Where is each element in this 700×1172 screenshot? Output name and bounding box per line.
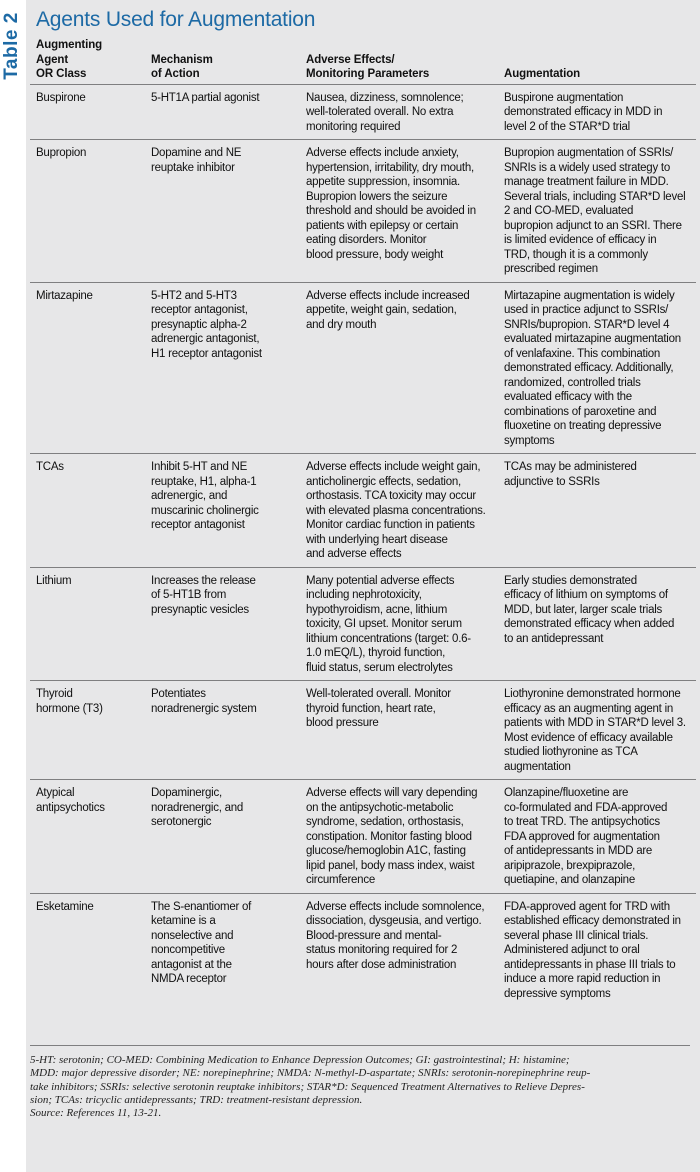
cell-augmentation (498, 84, 696, 140)
cell-adverse-effects (300, 681, 498, 780)
cell-line: presynaptic alpha-2 (151, 318, 247, 331)
cell-line: bupropion adjunct to an SSRI. There (504, 219, 682, 232)
cell-line: dissociation, dysgeusia, and vertigo. (306, 915, 482, 927)
cell-line: Adverse Effects/ (306, 53, 395, 66)
cell-line: of 5-HT1B from (151, 589, 227, 601)
cell-agent (30, 681, 145, 780)
cell-line: prescribed regimen (504, 263, 598, 275)
cell-line: Adverse effects include weight gain, (306, 461, 481, 473)
cell-line: Many potential adverse effects (306, 574, 455, 587)
cell-line: thyroid function, heart rate, (306, 702, 436, 715)
cell-line: orthostasis. TCA toxicity may occur (306, 490, 476, 502)
cell-line: presynaptic vesicles (151, 603, 249, 616)
cell-line: MDD, but later, larger scale trials (504, 603, 663, 616)
cell-line: monitoring required (306, 120, 401, 133)
cell-line: fluid status, serum electrolytes (306, 661, 453, 674)
table-row (30, 681, 696, 780)
cell-line: and adverse effects (306, 548, 402, 560)
cell-mechanism (145, 140, 300, 283)
cell-line: well-tolerated overall. No extra (306, 106, 454, 118)
cell-line: demonstrated efficacy when added (504, 618, 675, 630)
cell-line: Dopamine and NE (151, 147, 242, 159)
table-row (30, 893, 696, 1006)
cell-line: to an antidepressant (504, 632, 604, 645)
cell-line: efficacy of lithium on symptoms of (504, 589, 668, 601)
cell-line: Nausea, dizziness, somnolence; (306, 91, 464, 104)
cell-line: toxicity, GI upset. Monitor serum (306, 618, 462, 630)
cell-line: depressive symptoms (504, 987, 611, 1000)
cell-line: adjunctive to SSRIs (504, 475, 600, 488)
cell-line: on the antipsychotic-metabolic (306, 801, 454, 814)
cell-augmentation (498, 140, 696, 283)
cell-line: appetite suppression, insomnia. (306, 176, 460, 188)
cell-mechanism (145, 567, 300, 681)
cell-line: manage treatment failure in MDD. (504, 176, 669, 188)
cell-line: glucose/hemoglobin A1C, fasting (306, 845, 466, 857)
footnote-line: Source: References 11, 13-21. (30, 1107, 162, 1120)
cell-line: Buspirone (36, 91, 86, 104)
cell-line: demonstrated efficacy in MDD in (504, 106, 663, 118)
cell-line: of Action (151, 68, 200, 80)
cell-line: appetite, weight gain, sedation, (306, 304, 457, 316)
cell-line: symptoms (504, 434, 555, 447)
cell-line: Most evidence of efficacy available (504, 731, 673, 744)
cell-mechanism (145, 454, 300, 568)
cell-line: The S-enantiomer of (151, 900, 252, 913)
cell-line: Adverse effects include somnolence, (306, 900, 485, 913)
cell-line: with elevated plasma concentrations. (306, 504, 486, 517)
cell-augmentation (498, 893, 696, 1006)
cell-line: quetiapine, and olanzapine (504, 874, 635, 886)
cell-line: level 2 of the STAR*D trial (504, 120, 630, 133)
cell-adverse-effects (300, 140, 498, 283)
cell-line: Administered adjunct to oral (504, 944, 640, 956)
cell-line: adrenergic, and (151, 490, 228, 502)
cell-line: blood pressure (306, 717, 379, 729)
cell-mechanism (145, 84, 300, 140)
cell-line: syndrome, sedation, orthostasis, (306, 816, 464, 828)
footnotes (30, 1045, 690, 1120)
cell-line: several phase III clinical trials. (504, 929, 649, 942)
cell-line: serotonergic (151, 816, 212, 828)
cell-adverse-effects (300, 282, 498, 454)
table-header-row (30, 38, 696, 84)
cell-line: demonstrated efficacy. Additionally, (504, 362, 674, 374)
cell-line: Mechanism (151, 53, 213, 66)
cell-line: of venlafaxine. This combination (504, 347, 661, 360)
table-body (30, 84, 696, 1006)
table-row (30, 84, 696, 140)
cell-adverse-effects (300, 567, 498, 681)
cell-line: Bupropion lowers the seizure (306, 190, 448, 203)
cell-line: Well-tolerated overall. Monitor (306, 688, 451, 700)
cell-line: hours after dose administration (306, 958, 457, 971)
cell-agent (30, 140, 145, 283)
cell-line: Adverse effects will vary depending (306, 787, 478, 799)
table-number-tab (0, 0, 24, 92)
cell-line: reuptake inhibitor (151, 161, 235, 174)
cell-line: antidepressants in phase III trials to (504, 958, 676, 971)
cell-line: studied liothyronine as TCA (504, 746, 638, 758)
cell-line: antipsychotics (36, 801, 105, 814)
footnote-line: take inhibitors; SSRIs: selective serotonin reuptake inhibitors; STAR*D: Sequenced Treatment Alternatives to Relieve Depres- (30, 1080, 585, 1093)
cell-line: evaluated mirtazapine augmentation (504, 333, 681, 345)
cell-adverse-effects (300, 84, 498, 140)
cell-line: induce a more rapid reduction in (504, 973, 661, 985)
cell-line: to treat TRD. The antipsychotics (504, 816, 660, 828)
cell-line: receptor antagonist (151, 519, 245, 531)
cell-line: FDA-approved agent for TRD with (504, 900, 670, 913)
cell-augmentation (498, 681, 696, 780)
cell-augmentation (498, 282, 696, 454)
cell-line: eating disorders. Monitor (306, 234, 427, 246)
table-title: Agents Used for Augmentation (36, 8, 316, 31)
cell-line: Esketamine (36, 900, 94, 913)
cell-mechanism (145, 893, 300, 1006)
cell-agent (30, 780, 145, 894)
cell-line: anticholinergic effects, sedation, (306, 475, 461, 488)
cell-line: Agent (36, 53, 69, 66)
cell-line: noncompetitive (151, 944, 225, 956)
cell-agent (30, 282, 145, 454)
cell-line: hormone (T3) (36, 702, 103, 715)
cell-line: reuptake, H1, alpha-1 (151, 475, 257, 488)
cell-line: blood pressure, body weight (306, 248, 444, 261)
cell-line: Inhibit 5-HT and NE (151, 461, 248, 473)
cell-line: Increases the release (151, 574, 256, 587)
cell-line: Buspirone augmentation (504, 91, 624, 104)
cell-mechanism (145, 282, 300, 454)
cell-mechanism (145, 780, 300, 894)
cell-line: TRD, though it is a commonly (504, 248, 648, 261)
cell-line: efficacy as an augmenting agent in (504, 702, 674, 715)
cell-line: noradrenergic system (151, 702, 257, 715)
cell-line: 2 and CO-MED, evaluated (504, 205, 634, 217)
cell-line: Monitor cardiac function in patients (306, 519, 475, 531)
cell-line: Atypical (36, 787, 75, 799)
cell-line: OR Class (36, 68, 87, 80)
cell-agent (30, 84, 145, 140)
cell-line: augmentation (504, 760, 571, 773)
table-row (30, 567, 696, 681)
cell-line: Several trials, including STAR*D level (504, 190, 686, 203)
cell-line: ketamine is a (151, 915, 216, 927)
cell-line: Adverse effects include increased (306, 289, 470, 302)
cell-agent (30, 567, 145, 681)
cell-line: muscarinic cholinergic (151, 504, 259, 517)
table-row (30, 454, 696, 568)
cell-line: constipation. Monitor fasting blood (306, 830, 472, 843)
augmentation-table (30, 38, 696, 1006)
cell-line: Blood-pressure and mental- (306, 929, 442, 942)
footnote-line: MDD: major depressive disorder; NE: norepinephrine; NMDA: N-methyl-D-aspartate; SNRIs: serotonin-norepinephrine reup- (30, 1067, 591, 1080)
table-row (30, 282, 696, 454)
cell-line: evaluated efficacy with the (504, 391, 632, 403)
cell-line: established efficacy demonstrated in (504, 915, 681, 927)
cell-line: circumference (306, 874, 375, 886)
cell-line: lipid panel, body mass index, waist (306, 859, 475, 872)
cell-augmentation (498, 567, 696, 681)
cell-line: SNRIs is a widely used strategy to (504, 161, 670, 174)
cell-line: Augmenting (36, 39, 103, 51)
cell-line: threshold and should be avoided in (306, 205, 476, 217)
cell-line: H1 receptor antagonist (151, 347, 262, 360)
cell-line: lithium concentrations (target: 0.6- (306, 632, 471, 645)
cell-line: hypertension, irritability, dry mouth, (306, 161, 474, 174)
cell-line: patients with epilepsy or certain (306, 219, 459, 232)
cell-line: nonselective and (151, 929, 234, 942)
cell-line: Mirtazapine augmentation is widely (504, 289, 675, 302)
cell-agent (30, 893, 145, 1006)
cell-line: TCAs (36, 461, 64, 473)
cell-line: is limited evidence of efficacy in (504, 234, 657, 246)
cell-line: NMDA receptor (151, 973, 227, 985)
cell-line: Liothyronine demonstrated hormone (504, 688, 681, 700)
header-agent (30, 38, 145, 84)
cell-line: and dry mouth (306, 318, 377, 331)
cell-line: 5-HT2 and 5-HT3 (151, 289, 237, 302)
cell-line: aripiprazole, brexpiprazole, (504, 859, 636, 872)
header-adverse-effects (300, 38, 498, 84)
header-augmentation (498, 38, 696, 84)
cell-line: adrenergic antagonist, (151, 333, 260, 345)
cell-line: TCAs may be administered (504, 461, 637, 473)
cell-line: randomized, controlled trials (504, 376, 641, 389)
cell-line: status monitoring required for 2 (306, 944, 458, 956)
cell-line: Early studies demonstrated (504, 574, 637, 587)
cell-line: SNRIs/bupropion. STAR*D level 4 (504, 318, 670, 331)
cell-line: Bupropion augmentation of SSRIs/ (504, 147, 674, 159)
cell-line: including nephrotoxicity, (306, 589, 422, 601)
table-row (30, 140, 696, 283)
cell-augmentation (498, 780, 696, 894)
cell-line: Augmentation (504, 68, 581, 80)
cell-line: antagonist at the (151, 958, 232, 971)
cell-line: Dopaminergic, (151, 787, 222, 799)
cell-line: Bupropion (36, 147, 87, 159)
cell-line: used in practice adjunct to SSRIs/ (504, 304, 669, 316)
cell-line: Monitoring Parameters (306, 68, 430, 80)
cell-adverse-effects (300, 780, 498, 894)
cell-line: patients with MDD in STAR*D level 3. (504, 717, 686, 729)
table-row (30, 780, 696, 894)
cell-line: hypothyroidism, acne, lithium (306, 603, 448, 616)
cell-agent (30, 454, 145, 568)
cell-line: noradrenergic, and (151, 801, 244, 814)
footnote-line: 5-HT: serotonin; CO-MED: Combining Medication to Enhance Depression Outcomes; GI: gastrointestinal; H: histamine; (30, 1054, 570, 1066)
footnote-line: sion; TCAs: tricyclic antidepressants; TRD: treatment-resistant depression. (30, 1093, 363, 1106)
cell-augmentation (498, 454, 696, 568)
cell-line: receptor antagonist, (151, 304, 248, 316)
cell-line: with underlying heart disease (306, 533, 448, 546)
cell-line: 5-HT1A partial agonist (151, 91, 260, 104)
cell-line: fluoxetine on treating depressive (504, 420, 662, 432)
header-mechanism (145, 38, 300, 84)
cell-line: Lithium (36, 574, 72, 587)
cell-line: Olanzapine/fluoxetine are (504, 787, 629, 799)
table-number-label: Table 2 (1, 12, 22, 80)
cell-line: Mirtazapine (36, 289, 93, 302)
cell-adverse-effects (300, 893, 498, 1006)
cell-line: Potentiates (151, 688, 206, 700)
cell-line: 1.0 mEQ/L), thyroid function, (306, 647, 446, 659)
cell-line: FDA approved for augmentation (504, 830, 660, 843)
cell-line: co-formulated and FDA-approved (504, 801, 668, 814)
cell-line: Adverse effects include anxiety, (306, 147, 459, 159)
cell-mechanism (145, 681, 300, 780)
cell-adverse-effects (300, 454, 498, 568)
cell-line: Thyroid (36, 688, 73, 700)
cell-line: combinations of paroxetine and (504, 405, 657, 418)
cell-line: of antidepressants in MDD are (504, 845, 653, 857)
